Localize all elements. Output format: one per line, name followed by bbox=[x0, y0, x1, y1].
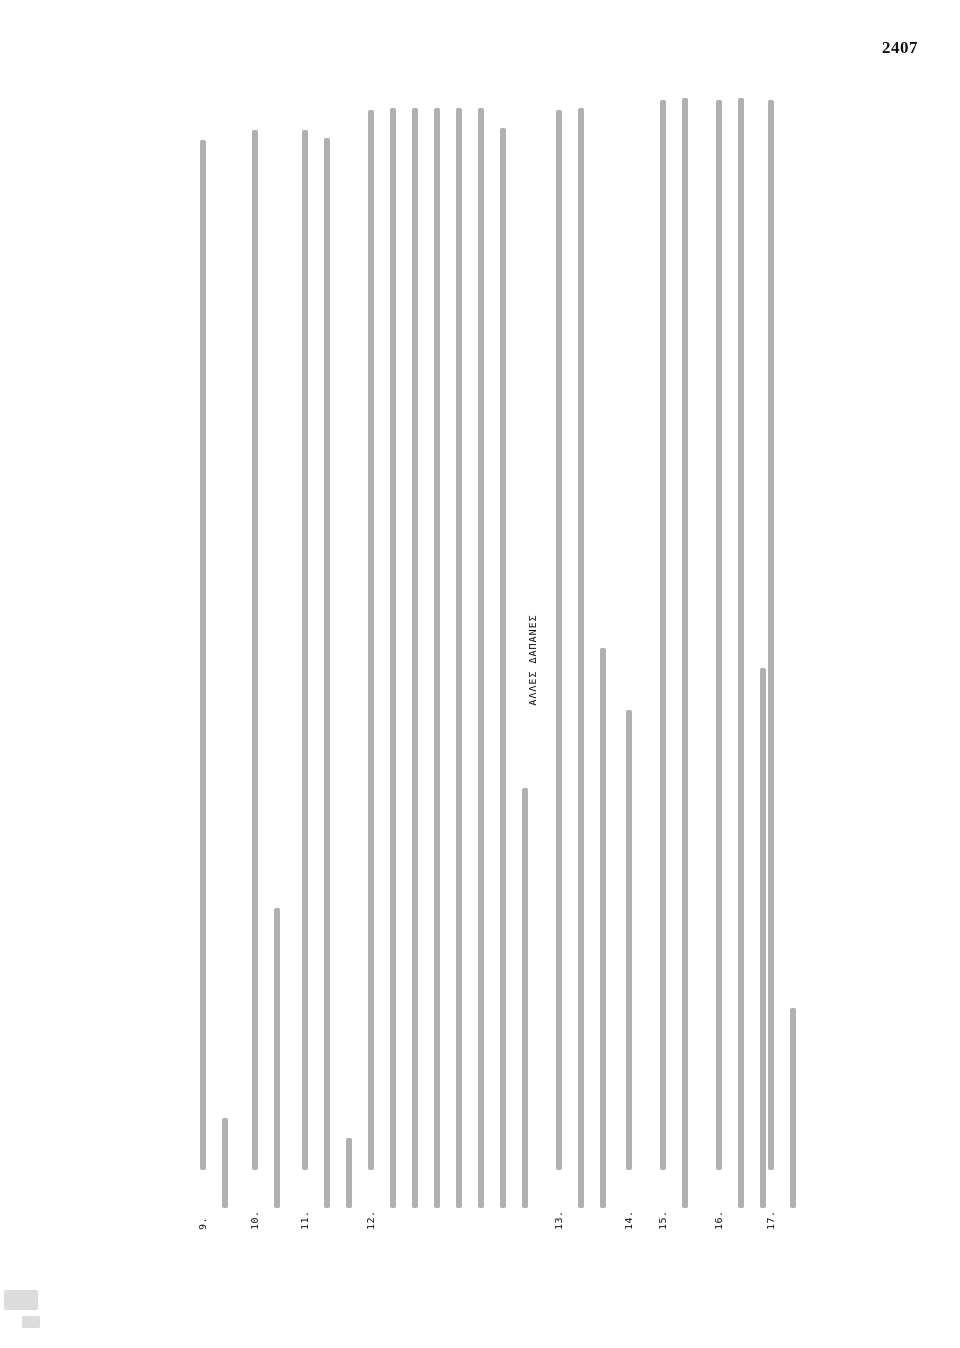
scan-speck bbox=[22, 1316, 40, 1328]
item-number: 9. bbox=[198, 1216, 209, 1230]
paragraph-17 bbox=[768, 90, 812, 1230]
item-number: 10. bbox=[250, 1210, 261, 1230]
paragraph-13 bbox=[556, 90, 616, 1230]
item-number: 12. bbox=[366, 1210, 377, 1230]
item-number: 13. bbox=[554, 1210, 565, 1230]
item-number: 14. bbox=[624, 1210, 635, 1230]
item-number: 11. bbox=[300, 1210, 311, 1230]
section-heading: ΑΛΛΕΣ ΔΑΠΑΝΕΣ bbox=[528, 614, 539, 706]
paragraph-14 bbox=[626, 90, 648, 1230]
item-number: 16. bbox=[714, 1210, 725, 1230]
paragraph-9 bbox=[200, 90, 234, 1230]
item-number: 17. bbox=[766, 1210, 777, 1230]
item-number: 15. bbox=[658, 1210, 669, 1230]
rotated-document-body bbox=[190, 90, 810, 1230]
scan-speck bbox=[4, 1290, 38, 1310]
page-number: 2407 bbox=[882, 38, 918, 57]
paragraph-15 bbox=[660, 90, 704, 1230]
